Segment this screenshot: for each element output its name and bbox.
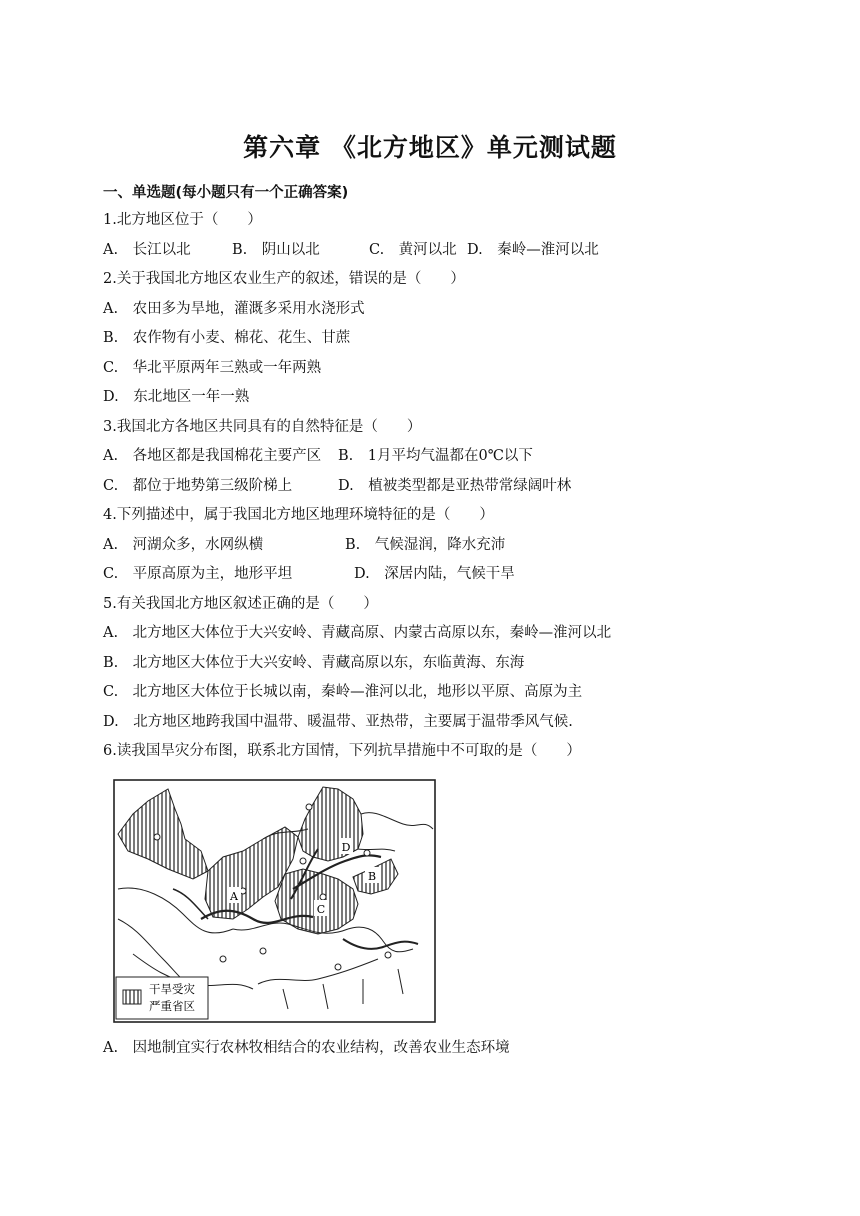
q3-option-b: B. 1月平均气温都在0℃以下 [338,448,533,464]
q6-option-a: A. 因地制宜实行农林牧相结合的农业结构，改善农业生态环境 [103,1040,510,1056]
q2-option-a: A. 农田多为旱地，灌溉多采用水浇形式 [103,301,365,317]
drought-map-figure [113,779,436,1023]
q5-option-c: C. 北方地区大体位于长城以南，秦岭—淮河以北，地形以平原、高原为主 [103,684,583,700]
section-heading: 一、单选题(每小题只有一个正确答案) [103,185,349,201]
question-1-stem: 1.北方地区位于（ ） [103,212,262,228]
map-label-d: D [341,841,351,854]
q1-option-b: B. 阴山以北 [232,242,320,258]
map-label-c: C [316,903,326,916]
q4-option-a: A. 河湖众多，水网纵横 [103,537,264,553]
q2-option-c: C. 华北平原两年三熟或一年两熟 [103,360,322,376]
legend-hatch-swatch [123,990,141,1004]
question-2-stem: 2.关于我国北方地区农业生产的叙述，错误的是（ ） [103,271,465,287]
question-6-stem: 6.读我国旱灾分布图，联系北方国情，下列抗旱措施中不可取的是（ ） [103,743,581,759]
q5-option-b: B. 北方地区大体位于大兴安岭、青藏高原以东，东临黄海、东海 [103,655,525,671]
q3-option-c: C. 都位于地势第三级阶梯上 [103,478,293,494]
question-4-stem: 4.下列描述中，属于我国北方地区地理环境特征的是（ ） [103,507,494,523]
q1-option-a: A. 长江以北 [103,242,191,258]
q3-option-d: D. 植被类型都是亚热带常绿阔叶林 [338,478,572,494]
q1-option-d: D. 秦岭—淮河以北 [467,242,599,258]
map-label-a: A [230,890,238,903]
q2-option-d: D. 东北地区一年一熟 [103,389,250,405]
map-label-b: B [367,870,377,883]
q4-option-c: C. 平原高原为主，地形平坦 [103,566,293,582]
legend-line-2: 严重省区 [149,999,195,1013]
question-5-stem: 5.有关我国北方地区叙述正确的是（ ） [103,596,378,612]
q5-option-a: A. 北方地区大体位于大兴安岭、青藏高原、内蒙古高原以东，秦岭—淮河以北 [103,625,612,641]
q1-option-c: C. 黄河以北 [369,242,457,258]
q2-option-b: B. 农作物有小麦、棉花、花生、甘蔗 [103,330,351,346]
q4-option-d: D. 深居内陆，气候干旱 [354,566,515,582]
map-legend [116,977,208,1019]
legend-line-1: 干旱受灾 [149,982,195,996]
page-title: 第六章 《北方地区》单元测试题 [243,133,617,162]
q5-option-d: D. 北方地区地跨我国中温带、暖温带、亚热带，主要属于温带季风气候. [103,714,573,730]
q4-option-b: B. 气候湿润，降水充沛 [345,537,506,553]
question-3-stem: 3.我国北方各地区共同具有的自然特征是（ ） [103,419,422,435]
q3-option-a: A. 各地区都是我国棉花主要产区 [103,448,322,464]
